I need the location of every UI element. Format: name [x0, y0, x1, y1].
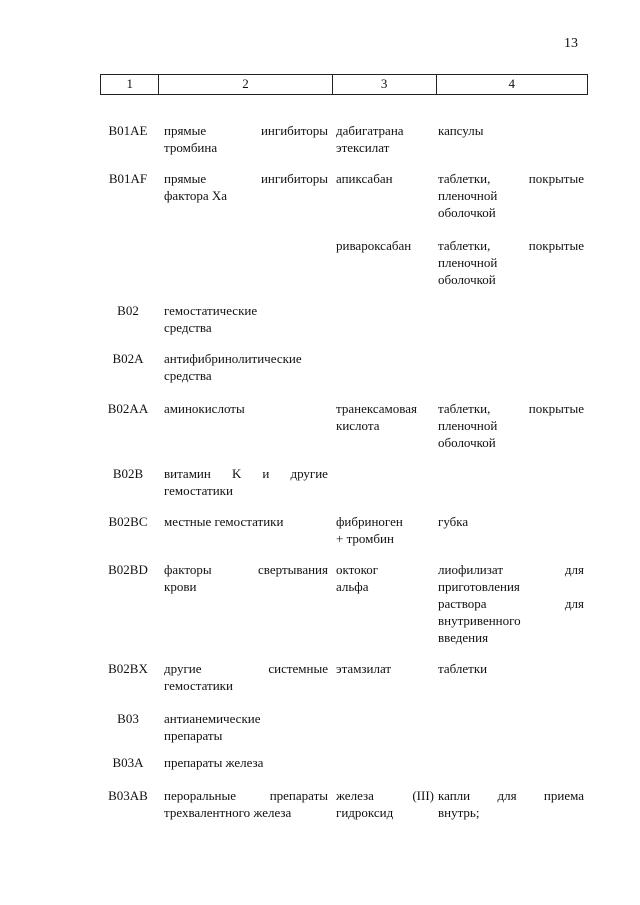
- anatomical-group: [158, 237, 332, 288]
- cell-line: гемостатические: [164, 303, 258, 318]
- cell-line: + тромбин: [336, 531, 394, 546]
- cell-line: капли для приема: [438, 788, 584, 803]
- column-header-1: 1: [101, 75, 159, 95]
- drug-name: [332, 513, 436, 547]
- anatomical-group: [158, 302, 332, 336]
- anatomical-group: [158, 170, 332, 221]
- table-row: [100, 787, 588, 821]
- cell-line: таблетки, покрытые: [438, 171, 584, 186]
- drug-name: [332, 787, 436, 821]
- cell-line: таблетки, покрытые: [438, 401, 584, 416]
- dosage-form: [436, 787, 588, 821]
- cell-line: витамин K и другие: [164, 466, 328, 481]
- table-row: [100, 513, 588, 547]
- drug-name: [332, 400, 436, 451]
- table-row: [100, 170, 588, 221]
- drug-name: [332, 237, 436, 288]
- cell-line: антифибринолитические: [164, 351, 302, 366]
- cell-line: факторы свертывания: [164, 562, 328, 577]
- cell-line: приготовления: [438, 579, 520, 594]
- drug-name: [332, 122, 436, 156]
- drug-name: [332, 302, 436, 336]
- table-row: [100, 465, 588, 499]
- anatomical-group: [158, 400, 332, 451]
- cell-line: гемостатики: [164, 483, 233, 498]
- cell-line: оболочкой: [438, 435, 496, 450]
- drug-name: [332, 710, 436, 744]
- cell-line: губка: [438, 514, 469, 529]
- atc-code: B01AE: [108, 123, 148, 138]
- dosage-form: [436, 513, 588, 547]
- drug-name: [332, 170, 436, 221]
- atc-code: B03: [117, 711, 139, 726]
- cell-line: препараты железа: [164, 755, 264, 770]
- column-header-2: 2: [159, 75, 332, 95]
- anatomical-group: [158, 513, 332, 547]
- cell-line: пленочной: [438, 188, 498, 203]
- atc-code: B02BX: [108, 661, 148, 676]
- cell-line: средства: [164, 368, 212, 383]
- cell-line: гемостатики: [164, 678, 233, 693]
- cell-line: внутривенного: [438, 613, 521, 628]
- anatomical-group: [158, 710, 332, 744]
- dosage-form: [436, 302, 588, 336]
- drug-name: [332, 660, 436, 694]
- anatomical-group: [158, 465, 332, 499]
- cell-line: пленочной: [438, 418, 498, 433]
- cell-line: фактора Ха: [164, 188, 228, 203]
- dosage-form: [436, 170, 588, 221]
- cell-line: средства: [164, 320, 212, 335]
- drug-name: [332, 465, 436, 499]
- cell-line: прямые ингибиторы: [164, 123, 328, 138]
- atc-code: B01AF: [108, 171, 148, 186]
- dosage-form: [436, 754, 588, 771]
- dosage-form: [436, 465, 588, 499]
- dosage-form: [436, 710, 588, 744]
- cell-line: внутрь;: [438, 805, 480, 820]
- cell-line: препараты: [164, 728, 223, 743]
- atc-code: B03AB: [108, 788, 148, 803]
- cell-line: гидроксид: [336, 805, 394, 820]
- cell-line: тромбина: [164, 140, 218, 155]
- cell-line: оболочкой: [438, 205, 496, 220]
- cell-line: таблетки, покрытые: [438, 238, 584, 253]
- drug-name: [332, 754, 436, 771]
- table-row: [100, 754, 588, 771]
- anatomical-group: [158, 787, 332, 821]
- cell-line: этексилат: [336, 140, 390, 155]
- drug-table-body: [100, 108, 588, 821]
- dosage-form: [436, 237, 588, 288]
- cell-line: прямые ингибиторы: [164, 171, 328, 186]
- anatomical-group: [158, 122, 332, 156]
- anatomical-group: [158, 754, 332, 771]
- table-row: [100, 400, 588, 451]
- cell-line: аминокислоты: [164, 401, 245, 416]
- cell-line: транексамовая: [336, 401, 417, 416]
- cell-line: пленочной: [438, 255, 498, 270]
- table-row: [100, 561, 588, 646]
- cell-line: антианемические: [164, 711, 261, 726]
- table-row: [100, 710, 588, 744]
- atc-code: B02BD: [108, 562, 148, 577]
- atc-code: B02AA: [107, 401, 149, 416]
- drug-name: [332, 561, 436, 646]
- cell-line: кислота: [336, 418, 380, 433]
- cell-line: альфа: [336, 579, 369, 594]
- cell-line: пероральные препараты: [164, 788, 328, 803]
- anatomical-group: [158, 350, 332, 384]
- cell-line: трехвалентного железа: [164, 805, 292, 820]
- dosage-form: [436, 122, 588, 156]
- column-header-table: [100, 74, 588, 95]
- table-row: [100, 350, 588, 384]
- dosage-form: [436, 400, 588, 451]
- cell-line: введения: [438, 630, 489, 645]
- cell-line: другие системные: [164, 661, 328, 676]
- atc-code: B02: [117, 303, 139, 318]
- column-header-3: 3: [332, 75, 436, 95]
- table-row: [100, 122, 588, 156]
- table-row: [100, 237, 588, 288]
- page-number: 13: [564, 36, 578, 51]
- column-header-4: 4: [436, 75, 587, 95]
- cell-line: апиксабан: [336, 171, 393, 186]
- cell-line: этамзилат: [336, 661, 392, 676]
- table-row: [100, 660, 588, 694]
- cell-line: лиофилизат для: [438, 562, 584, 577]
- cell-line: оболочкой: [438, 272, 496, 287]
- cell-line: дабигатрана: [336, 123, 404, 138]
- cell-line: раствора для: [438, 596, 584, 611]
- cell-line: фибриноген: [336, 514, 403, 529]
- atc-code: [100, 237, 158, 288]
- atc-code: B02A: [112, 351, 144, 366]
- cell-line: капсулы: [438, 123, 484, 138]
- cell-line: крови: [164, 579, 197, 594]
- cell-line: ривароксабан: [336, 238, 412, 253]
- cell-line: местные гемостатики: [164, 514, 284, 529]
- atc-code: B02BC: [108, 514, 148, 529]
- anatomical-group: [158, 561, 332, 646]
- dosage-form: [436, 350, 588, 384]
- dosage-form: [436, 660, 588, 694]
- table-row: [100, 302, 588, 336]
- atc-code: B02B: [112, 466, 144, 481]
- drug-name: [332, 350, 436, 384]
- cell-line: железа (III): [336, 788, 434, 803]
- cell-line: таблетки: [438, 661, 488, 676]
- cell-line: октоког: [336, 562, 379, 577]
- dosage-form: [436, 561, 588, 646]
- atc-code: B03A: [112, 755, 144, 770]
- anatomical-group: [158, 660, 332, 694]
